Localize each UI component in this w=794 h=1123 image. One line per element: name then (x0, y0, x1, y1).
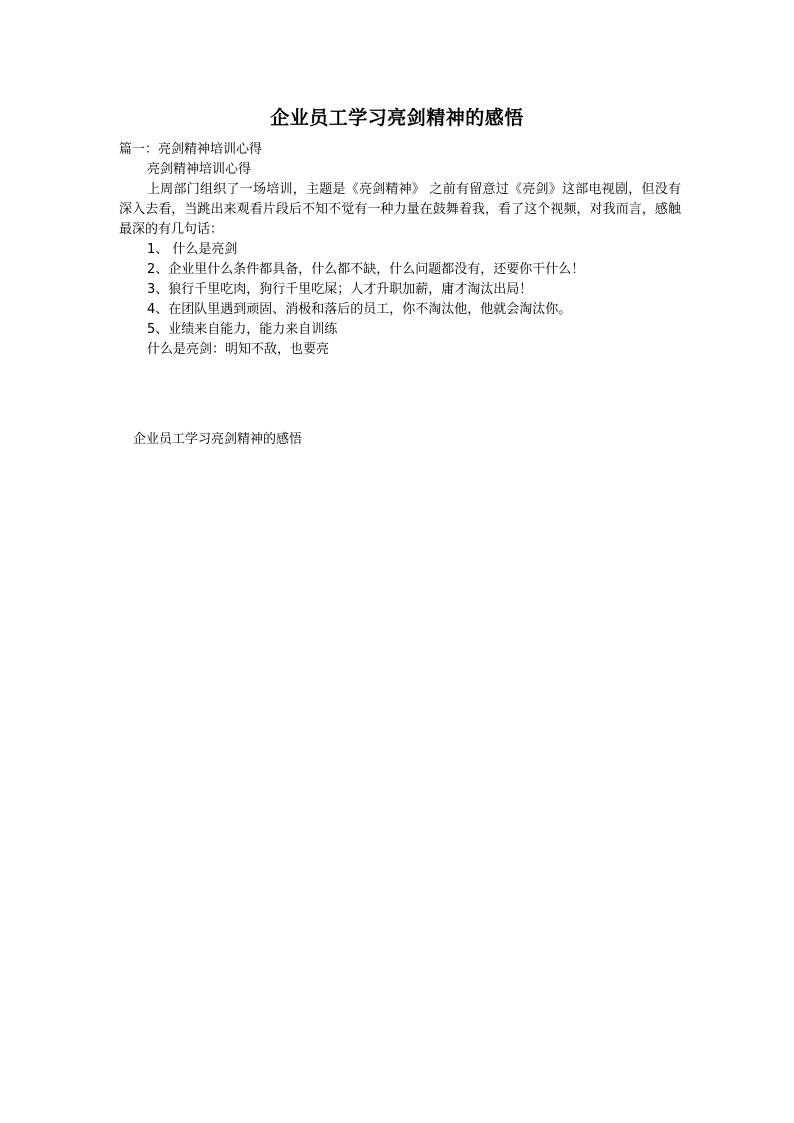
list-item: 1、 什么是亮剑 (147, 242, 238, 257)
subheading: 亮剑精神培训心得 (147, 162, 252, 177)
list-item: 2、企业里什么条件都具备，什么都不缺，什么问题都没有，还要你干什么！ (147, 262, 585, 277)
document-title: 企业员工学习亮剑精神的感悟 (270, 107, 524, 129)
list-item: 4、在团队里遇到顽固、消极和落后的员工，你不淘汰他，他就会淘汰你。 (147, 302, 572, 317)
list-item: 5、业绩来自能力，能力来自训练 (147, 322, 338, 337)
list-item: 3、狼行千里吃肉，狗行千里吃屎；人才升职加薪，庸才淘汰出局！ (147, 282, 533, 297)
document-body (119, 140, 681, 360)
footer-title: 企业员工学习亮剑精神的感悟 (133, 432, 303, 447)
intro-paragraph: 上周部门组织了一场培训，主题是《亮剑精神》 之前有留意过《亮剑》这部电视剧，但没有深入去看，当跳出来观看片段后不知不觉有一种力量在鼓舞着我，看了这个视频，对我而言，感触最深的有几句话： (119, 182, 681, 237)
definition-line: 什么是亮剑：明知不敌，也要亮 (147, 342, 330, 357)
section-heading: 篇一：亮剑精神培训心得 (119, 142, 263, 157)
